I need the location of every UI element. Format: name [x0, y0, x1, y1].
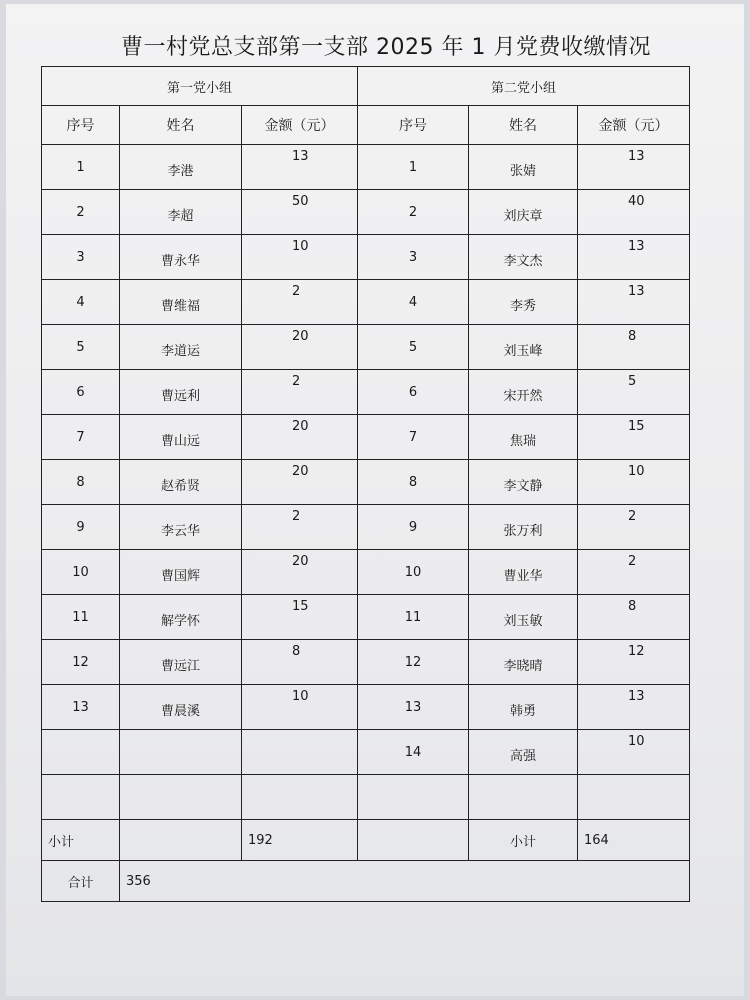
- g1-amount-cell: 20: [242, 415, 358, 460]
- g2-amount-cell: 8: [578, 325, 690, 370]
- g1-subtotal-label: 小计: [42, 820, 120, 861]
- g2-no-cell: 14: [358, 730, 469, 775]
- group2-label: 第二党小组: [358, 67, 690, 106]
- g1-header-amount: 金额（元）: [242, 106, 358, 145]
- table-row: [42, 415, 690, 460]
- g1-no-cell: 6: [42, 370, 120, 415]
- g2-name-cell: 焦瑞: [469, 415, 578, 460]
- g1-name-cell: 曹晨溪: [120, 685, 242, 730]
- g2-header-name: 姓名: [469, 106, 578, 145]
- g1-no-cell: 13: [42, 685, 120, 730]
- g1-amount-cell: 13: [242, 145, 358, 190]
- g2-name-cell: 李秀: [469, 280, 578, 325]
- g2-no-cell: 6: [358, 370, 469, 415]
- g1-amount-cell: [242, 775, 358, 820]
- g2-name-cell: 张万利: [469, 505, 578, 550]
- g1-name-cell: 李超: [120, 190, 242, 235]
- g2-amount-cell: [578, 775, 690, 820]
- g2-no-cell: 5: [358, 325, 469, 370]
- g1-no-cell: 5: [42, 325, 120, 370]
- g1-amount-cell: 10: [242, 235, 358, 280]
- g2-amount-cell: 8: [578, 595, 690, 640]
- g2-no-cell: 4: [358, 280, 469, 325]
- g1-amount-cell: 8: [242, 640, 358, 685]
- g2-no-cell: 10: [358, 550, 469, 595]
- group1-label: 第一党小组: [42, 67, 358, 106]
- table-row: [42, 685, 690, 730]
- table-row: [42, 145, 690, 190]
- g1-header-no: 序号: [42, 106, 120, 145]
- g1-name-cell: 赵希贤: [120, 460, 242, 505]
- g1-no-cell: 1: [42, 145, 120, 190]
- g2-name-cell: 刘玉峰: [469, 325, 578, 370]
- g2-amount-cell: 2: [578, 505, 690, 550]
- g2-amount-cell: 13: [578, 145, 690, 190]
- g2-header-amount: 金额（元）: [578, 106, 690, 145]
- page-title: 曹一村党总支部第一支部 2025 年 1 月党费收缴情况: [121, 35, 651, 60]
- g2-name-cell: 高强: [469, 730, 578, 775]
- table-row: [42, 730, 690, 775]
- table-row: [42, 505, 690, 550]
- total-label: 合计: [42, 861, 120, 902]
- g2-amount-cell: 13: [578, 685, 690, 730]
- g2-no-cell: 7: [358, 415, 469, 460]
- table-row: [42, 550, 690, 595]
- g2-subtotal-value: 164: [578, 820, 690, 861]
- g2-no-cell: 13: [358, 685, 469, 730]
- g2-name-cell: 李文静: [469, 460, 578, 505]
- table-row: [42, 235, 690, 280]
- g1-name-cell: 李云华: [120, 505, 242, 550]
- g1-name-cell: 曹远利: [120, 370, 242, 415]
- subtotal-row: [42, 820, 690, 861]
- g2-amount-cell: 2: [578, 550, 690, 595]
- g2-name-cell: 曹业华: [469, 550, 578, 595]
- g1-amount-cell: 2: [242, 280, 358, 325]
- g2-amount-cell: 10: [578, 730, 690, 775]
- group-header-row: [42, 67, 690, 106]
- g1-no-cell: 9: [42, 505, 120, 550]
- g2-name-cell: 李文杰: [469, 235, 578, 280]
- g1-no-cell: [42, 730, 120, 775]
- table-row: [42, 325, 690, 370]
- g1-name-cell: 曹维福: [120, 280, 242, 325]
- g2-no-cell: 11: [358, 595, 469, 640]
- g1-no-cell: 12: [42, 640, 120, 685]
- g2-name-cell: 韩勇: [469, 685, 578, 730]
- paper-sheet: [6, 4, 744, 996]
- g1-no-cell: 4: [42, 280, 120, 325]
- g2-amount-cell: 40: [578, 190, 690, 235]
- g2-amount-cell: 12: [578, 640, 690, 685]
- table-row: [42, 190, 690, 235]
- column-header-row: [42, 106, 690, 145]
- g2-no-cell: 1: [358, 145, 469, 190]
- table-row: [42, 460, 690, 505]
- g2-name-cell: 张婧: [469, 145, 578, 190]
- g2-name-cell: [469, 775, 578, 820]
- table-row: [42, 370, 690, 415]
- g1-amount-cell: 15: [242, 595, 358, 640]
- dues-table-body: [42, 67, 690, 902]
- g2-no-cell: 9: [358, 505, 469, 550]
- g2-amount-cell: 13: [578, 235, 690, 280]
- g1-amount-cell: 20: [242, 460, 358, 505]
- g2-name-cell: 李晓晴: [469, 640, 578, 685]
- g1-name-cell: 解学怀: [120, 595, 242, 640]
- g1-name-cell: 曹山远: [120, 415, 242, 460]
- g2-no-cell: 3: [358, 235, 469, 280]
- g1-name-cell: 曹国辉: [120, 550, 242, 595]
- g2-amount-cell: 10: [578, 460, 690, 505]
- g2-name-cell: 宋开然: [469, 370, 578, 415]
- g2-no-cell: 2: [358, 190, 469, 235]
- g2-subtotal-blank: [358, 820, 469, 861]
- table-row: [42, 280, 690, 325]
- g1-amount-cell: 20: [242, 550, 358, 595]
- g1-no-cell: 10: [42, 550, 120, 595]
- g2-subtotal-label: 小计: [469, 820, 578, 861]
- g2-amount-cell: 15: [578, 415, 690, 460]
- g1-header-name: 姓名: [120, 106, 242, 145]
- g1-no-cell: 11: [42, 595, 120, 640]
- g1-amount-cell: 50: [242, 190, 358, 235]
- table-row: [42, 640, 690, 685]
- g1-amount-cell: 2: [242, 370, 358, 415]
- g1-name-cell: 李道运: [120, 325, 242, 370]
- g1-name-cell: 曹永华: [120, 235, 242, 280]
- g2-no-cell: 12: [358, 640, 469, 685]
- g1-no-cell: 2: [42, 190, 120, 235]
- g2-amount-cell: 5: [578, 370, 690, 415]
- g2-no-cell: 8: [358, 460, 469, 505]
- g1-no-cell: [42, 775, 120, 820]
- g1-name-cell: 曹远江: [120, 640, 242, 685]
- g1-amount-cell: [242, 730, 358, 775]
- total-value: 356: [120, 861, 690, 902]
- g2-no-cell: [358, 775, 469, 820]
- table-row: [42, 775, 690, 820]
- g1-no-cell: 3: [42, 235, 120, 280]
- g1-subtotal-value: 192: [242, 820, 358, 861]
- g1-amount-cell: 2: [242, 505, 358, 550]
- g1-no-cell: 7: [42, 415, 120, 460]
- g1-amount-cell: 10: [242, 685, 358, 730]
- g1-amount-cell: 20: [242, 325, 358, 370]
- g2-name-cell: 刘玉敏: [469, 595, 578, 640]
- dues-table: [41, 66, 690, 902]
- g2-name-cell: 刘庆章: [469, 190, 578, 235]
- total-row: [42, 861, 690, 902]
- g2-amount-cell: 13: [578, 280, 690, 325]
- g1-name-cell: [120, 775, 242, 820]
- g1-subtotal-blank: [120, 820, 242, 861]
- g2-header-no: 序号: [358, 106, 469, 145]
- g1-no-cell: 8: [42, 460, 120, 505]
- table-row: [42, 595, 690, 640]
- g1-name-cell: 李港: [120, 145, 242, 190]
- g1-name-cell: [120, 730, 242, 775]
